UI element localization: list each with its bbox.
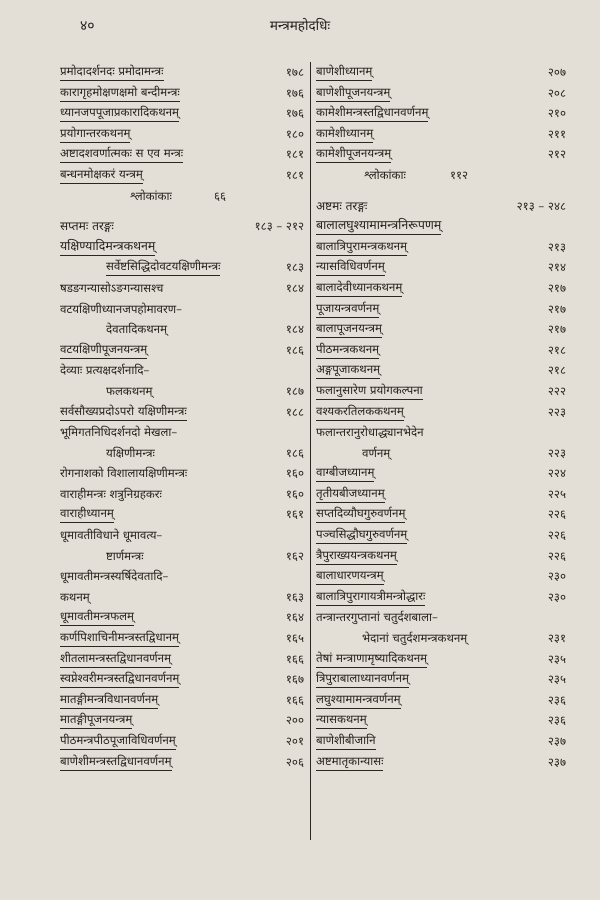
entry-page-number: २१२ xyxy=(547,147,566,162)
entry-page-number: २२३ xyxy=(547,445,566,460)
toc-entry xyxy=(60,484,304,505)
column-divider xyxy=(310,62,311,840)
entry-title: बाणेशीध्यानम् xyxy=(316,62,372,81)
entry-page-number: १६६ xyxy=(285,651,304,666)
toc-entry xyxy=(316,607,566,628)
entry-title: वाराहीध्यानम् xyxy=(60,504,114,523)
entry-title: कारागृहमोक्षणक्षमो बन्दीमन्त्रः xyxy=(60,83,180,102)
toc-entry xyxy=(60,587,304,608)
toc-entry xyxy=(60,278,304,299)
toc-entry xyxy=(316,237,566,258)
entry-title: पीठमन्त्रपीठपूजाविधिवर्णनम् xyxy=(60,731,176,750)
toc-entry xyxy=(60,124,304,145)
entry-title: बालापूजनयन्त्रम् xyxy=(316,319,382,338)
entry-page-number: २१८ xyxy=(547,342,566,357)
toc-entry xyxy=(60,144,304,165)
entry-page-number: २०७ xyxy=(547,65,566,79)
entry-page-number: १८६ xyxy=(285,342,304,357)
entry-title: सप्तमः तरङ्गः xyxy=(60,219,114,234)
entry-title: अष्टमः तरङ्गः xyxy=(316,198,368,213)
entry-page-number: १६० xyxy=(285,466,304,481)
toc-entry xyxy=(316,402,566,423)
entry-page-number: २२२ xyxy=(547,383,566,398)
entry-page-number: १६७ xyxy=(285,672,304,687)
entry-page-number: १८० xyxy=(285,126,304,141)
entry-title: श्लोकांकाः xyxy=(130,188,172,203)
verse-count xyxy=(60,186,304,207)
toc-entry xyxy=(316,669,566,690)
chapter-subtitle xyxy=(316,216,566,237)
entry-title: यक्षिणीमन्त्रः xyxy=(106,445,155,460)
entry-page-number: २३१ xyxy=(547,631,566,646)
toc-entry xyxy=(316,381,566,402)
chapter-subtitle xyxy=(60,237,304,258)
entry-title: यक्षिण्यादिमन्त्रकथनम् xyxy=(60,237,155,256)
entry-title: वटयक्षिणीध्यानजपहोमावरण– xyxy=(60,301,182,316)
toc-entry xyxy=(316,649,566,670)
entry-title: मातङ्गीपूजनयन्त्रम् xyxy=(60,710,132,729)
entry-page-number: २१७ xyxy=(547,322,566,337)
toc-entry xyxy=(60,360,304,381)
entry-page-number: १६० xyxy=(285,486,304,501)
page-header xyxy=(0,16,600,40)
entry-page-number: २११ xyxy=(547,126,566,141)
toc-entry xyxy=(60,103,304,124)
entry-title: स्वप्नेश्वरीमन्त्रस्तद्विधानवर्णनम् xyxy=(60,669,179,688)
entry-page-number: २३७ xyxy=(547,754,566,769)
entry-page-number: १८३ xyxy=(285,260,304,275)
entry-title: बालाधारणयन्त्रम् xyxy=(316,566,384,585)
entry-title: पीठमन्त्रकथनम् xyxy=(316,340,379,359)
toc-entry xyxy=(60,731,304,752)
entry-page-number: २१८ xyxy=(547,363,566,378)
toc-entry xyxy=(60,546,304,567)
entry-page-number: २३० xyxy=(547,569,566,584)
entry-title: वश्यकरतिलककथनम् xyxy=(316,402,404,421)
entry-title: फलकथनम् xyxy=(106,383,153,398)
entry-page-number: १६४ xyxy=(285,610,304,625)
entry-title: फलान्तरानुरोधाद्ध्यानभेदेन xyxy=(316,425,424,440)
entry-title: न्यासविधिवर्णनम् xyxy=(316,257,385,276)
entry-title: देव्याः प्रत्यक्षदर्शनादि– xyxy=(60,363,150,378)
entry-title: धूमावतीविधाने धूमावत्य– xyxy=(60,528,163,543)
entry-title: वाराहीमन्त्रः शत्रुनिग्रहकरः xyxy=(60,486,162,501)
toc-entry xyxy=(60,165,304,186)
entry-title: बन्धनमोक्षकरं यन्त्रम् xyxy=(60,165,143,184)
entry-title: धूमावतीमन्त्रस्यर्षिदेवतादि– xyxy=(60,569,169,584)
toc-entry xyxy=(60,669,304,690)
section-gap xyxy=(316,186,566,196)
toc-entry xyxy=(316,257,566,278)
entry-title: पूजायन्त्रवर्णनम् xyxy=(316,299,379,318)
entry-title: मातङ्गीमन्त्रविधानवर्णनम् xyxy=(60,690,158,709)
toc-entry xyxy=(60,504,304,525)
entry-page-number: २२४ xyxy=(547,466,566,481)
entry-title: प्रयोगान्तरकथनम् xyxy=(60,124,130,143)
toc-entry xyxy=(316,628,566,649)
entry-page-number: २१७ xyxy=(547,301,566,316)
toc-entry xyxy=(60,710,304,731)
toc-entry xyxy=(60,422,304,443)
entry-page-number: २२६ xyxy=(547,528,566,543)
entry-page-number: १८७ xyxy=(285,383,304,398)
toc-entry xyxy=(60,463,304,484)
entry-title: सर्वेष्टसिद्धिदोवटयक्षिणीमन्त्रः xyxy=(106,257,220,276)
toc-entry xyxy=(60,566,304,587)
entry-page-number: २०० xyxy=(285,713,304,728)
toc-entry xyxy=(60,319,304,340)
entry-title: रोगनाशको विशालायक्षिणीमन्त्रः xyxy=(60,466,188,481)
entry-page-number: २०१ xyxy=(285,734,304,748)
entry-page-number: २२६ xyxy=(547,548,566,563)
entry-page-number: २२६ xyxy=(547,507,566,522)
entry-page-number: २१४ xyxy=(547,260,566,275)
entry-page-number: १८१ xyxy=(285,147,304,162)
toc-entry xyxy=(316,103,566,124)
toc-entry xyxy=(316,525,566,546)
entry-page-number: २१३ xyxy=(547,239,566,254)
toc-entry xyxy=(60,607,304,628)
entry-page-number: १७६ xyxy=(285,85,304,100)
entry-title: ष्टार्णमन्त्रः xyxy=(106,548,144,563)
chapter-heading xyxy=(60,216,304,237)
entry-page-number: २१३ – २४८ xyxy=(516,198,566,213)
entry-title: तृतीयबीजध्यानम् xyxy=(316,484,385,503)
entry-title: बालात्रिपुरागायत्रीमन्त्रोद्धारः xyxy=(316,587,425,606)
entry-title: बाणेशीपूजनयन्त्रम् xyxy=(316,83,390,102)
entry-title: अङ्गपूजाकथनम् xyxy=(316,360,380,379)
entry-page-number: १८६ xyxy=(285,445,304,460)
entry-title: कामेशीपूजनयन्त्रम् xyxy=(316,144,391,163)
entry-title: अष्टादशवर्णात्मकः स एव मन्त्रः xyxy=(60,144,183,163)
entry-title: प्रमोदादर्शनदः प्रमोदामन्त्रः xyxy=(60,62,164,81)
toc-entry xyxy=(60,525,304,546)
toc-entry xyxy=(316,422,566,443)
chapter-heading xyxy=(316,196,566,217)
entry-page-number: १६१ xyxy=(285,507,304,522)
toc-entry xyxy=(316,463,566,484)
toc-entry xyxy=(60,690,304,711)
entry-page-number: २०६ xyxy=(285,754,304,769)
toc-entry xyxy=(60,83,304,104)
right-column xyxy=(316,62,566,772)
entry-title: वर्णनम् xyxy=(362,445,391,460)
toc-entry xyxy=(316,443,566,464)
entry-page-number: २१७ xyxy=(547,280,566,295)
toc-entry xyxy=(316,566,566,587)
toc-entry xyxy=(60,649,304,670)
entry-page-number: २३५ xyxy=(547,672,566,687)
entry-page-number: २२५ xyxy=(547,486,566,501)
toc-entry xyxy=(316,124,566,145)
entry-page-number: २३६ xyxy=(547,692,566,707)
toc-entry xyxy=(316,319,566,340)
toc-entry xyxy=(60,299,304,320)
entry-title: बालात्रिपुरामन्त्रकथनम् xyxy=(316,237,407,256)
toc-entry xyxy=(316,731,566,752)
entry-page-number: २३६ xyxy=(547,713,566,728)
entry-title: सर्वसौख्यप्रदोऽपरो यक्षिणीमन्त्रः xyxy=(60,402,187,421)
entry-title: न्यासकथनम् xyxy=(316,710,367,729)
entry-title: बाणेशीबीजानि xyxy=(316,731,376,750)
entry-page-number: १८४ xyxy=(285,322,304,337)
entry-title: भेदानां चतुर्दशमन्त्रकथनम् xyxy=(362,631,468,646)
entry-page-number: १७६ xyxy=(285,106,304,121)
toc-entry xyxy=(316,504,566,525)
toc-entry xyxy=(60,340,304,361)
toc-entry xyxy=(316,360,566,381)
toc-entry xyxy=(316,484,566,505)
entry-page-number: १८८ xyxy=(285,404,304,419)
entry-title: कामेशीध्यानम् xyxy=(316,124,373,143)
entry-title: कामेशीमन्त्रस्तद्विधानवर्णनम् xyxy=(316,103,428,122)
entry-page-number: २१० xyxy=(547,106,566,121)
left-column xyxy=(60,62,304,772)
entry-page-number: १७८ xyxy=(285,65,304,79)
section-gap xyxy=(60,206,304,216)
toc-entry xyxy=(60,62,304,83)
entry-title: शीतलामन्त्रस्तद्विधानवर्णनम् xyxy=(60,649,171,668)
entry-title: कथनम् xyxy=(60,589,90,604)
entry-title: कर्णपिशाचिनीमन्त्रस्तद्विधानम् xyxy=(60,628,179,647)
entry-title: बालादेवीध्यानकथनम् xyxy=(316,278,402,297)
verse-count xyxy=(316,165,566,186)
entry-page-number: १६६ xyxy=(285,692,304,707)
toc-entry xyxy=(316,587,566,608)
entry-title: फलानुसारेण प्रयोगकल्पना xyxy=(316,381,423,400)
entry-page-number: १६२ xyxy=(285,548,304,563)
toc-entry xyxy=(60,628,304,649)
entry-title: अष्टमातृकान्यासः xyxy=(316,752,383,771)
toc-entry xyxy=(316,278,566,299)
entry-title: त्रैपुराख्ययन्त्रकथनम् xyxy=(316,546,397,565)
toc-entry xyxy=(60,381,304,402)
entry-title: धूमावतीमन्त्रफलम् xyxy=(60,607,134,626)
entry-page-number: ६६ xyxy=(214,188,227,203)
entry-title: बाणेशीमन्त्रस्तद्विधानवर्णनम् xyxy=(60,752,172,771)
entry-title: देवतादिकथनम् xyxy=(106,322,168,337)
entry-title: लघुश्यामामन्त्रवर्णनम् xyxy=(316,690,401,709)
entry-title: सप्तदिव्यौघगुरुवर्णनम् xyxy=(316,504,405,523)
toc-entry xyxy=(60,752,304,773)
entry-title: षडङगन्यासोऽङगन्यासश्च xyxy=(60,280,164,295)
entry-page-number: २३५ xyxy=(547,651,566,666)
entry-page-number: १६५ xyxy=(285,631,304,646)
entry-title: तेषां मन्त्राणामृष्यादिकथनम् xyxy=(316,649,427,668)
toc-entry xyxy=(316,546,566,567)
toc-entry xyxy=(60,443,304,464)
entry-page-number: १८३ – २१२ xyxy=(254,219,304,234)
entry-title: ध्यानजपपूजाप्रकारादिकथनम् xyxy=(60,103,179,122)
entry-page-number: १८१ xyxy=(285,167,304,182)
entry-page-number: २३० xyxy=(547,589,566,604)
entry-title: पञ्चसिद्धौघगुरुवर्णनम् xyxy=(316,525,407,544)
entry-page-number: २३७ xyxy=(547,734,566,748)
toc-entry xyxy=(316,340,566,361)
toc-entry xyxy=(316,144,566,165)
entry-title: बालालघुश्यामामन्त्रनिरूपणम् xyxy=(316,216,441,235)
entry-title: वटयक्षिणीपूजनयन्त्रम् xyxy=(60,340,147,359)
entry-title: भूमिगतनिधिदर्शनदो मेखला– xyxy=(60,425,178,440)
toc-entry xyxy=(316,752,566,773)
entry-page-number: १६३ xyxy=(285,589,304,604)
toc-entry xyxy=(316,62,566,83)
running-title: मन्त्रमहोदधिः xyxy=(269,18,331,34)
entry-title: त्रिपुराबालाध्यानवर्णनम् xyxy=(316,669,409,688)
entry-page-number: २०८ xyxy=(547,85,566,100)
entry-title: श्लोकांकाः xyxy=(364,167,406,182)
toc-entry xyxy=(316,299,566,320)
toc-entry xyxy=(316,710,566,731)
entry-page-number: ११२ xyxy=(450,167,469,182)
toc-entry xyxy=(60,257,304,278)
toc-entry xyxy=(316,83,566,104)
entry-title: तन्त्रान्तरगुप्तानां चतुर्दशबाला– xyxy=(316,610,438,625)
entry-title: वाग्बीजध्यानम् xyxy=(316,463,374,482)
page-number: ४० xyxy=(80,18,95,34)
entry-page-number: १८४ xyxy=(285,280,304,295)
toc-entry xyxy=(316,690,566,711)
toc-entry xyxy=(60,402,304,423)
entry-page-number: २२३ xyxy=(547,404,566,419)
